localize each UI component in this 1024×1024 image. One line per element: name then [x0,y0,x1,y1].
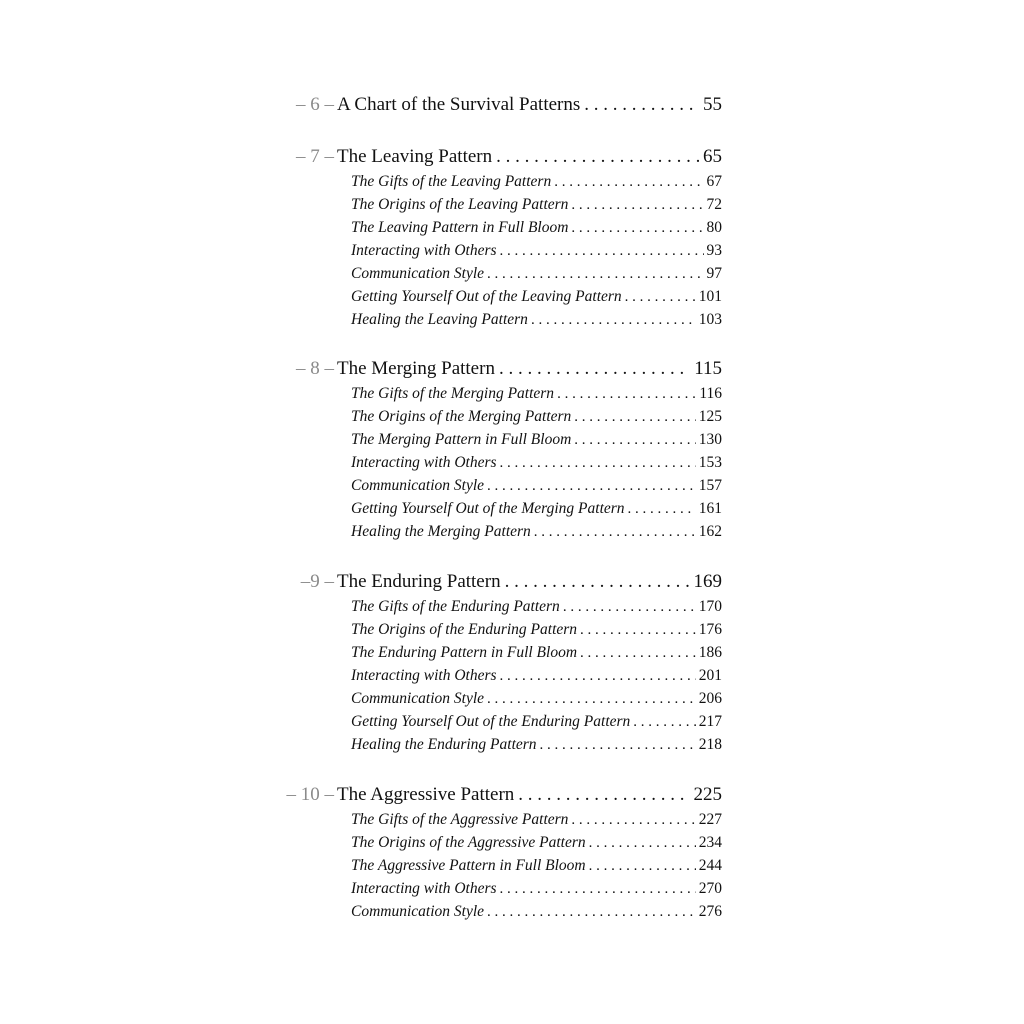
section-row [0,170,1024,193]
section-title: The Origins of the Leaving Pattern [351,196,569,213]
section-entry[interactable] [351,382,722,406]
section-page: 103 [698,311,722,328]
section-title: Communication Style [351,690,485,707]
section-title: Interacting with Others [351,242,497,259]
section-entry[interactable] [351,216,722,240]
section-title: Interacting with Others [351,880,497,897]
section-row [0,687,1024,710]
section-title: Getting Yourself Out of the Leaving Pattern [351,288,622,305]
chapter-entry[interactable] [337,356,722,382]
dot-leader [500,665,696,688]
section-page: 186 [698,644,722,661]
section-row [0,262,1024,285]
dot-leader [589,832,696,855]
dot-leader [487,901,696,924]
section-list [0,382,1024,543]
section-row [0,664,1024,687]
section-title: The Origins of the Merging Pattern [351,408,572,425]
chapter-entry[interactable] [337,782,722,808]
dot-leader [500,452,696,475]
chapter-number: – 8 – [296,358,334,379]
dot-leader [499,356,690,382]
dot-leader [496,144,699,170]
section-title: Getting Yourself Out of the Enduring Pattern [351,713,631,730]
dot-leader [625,286,696,309]
section-page: 206 [698,690,722,707]
section-entry[interactable] [351,474,722,498]
chapter-title: The Aggressive Pattern [337,784,515,805]
section-entry[interactable] [351,428,722,452]
section-row [0,451,1024,474]
section-entry[interactable] [351,831,722,855]
section-entry[interactable] [351,285,722,309]
section-entry[interactable] [351,877,722,901]
dot-leader [557,383,696,406]
section-entry[interactable] [351,193,722,217]
section-row [0,308,1024,331]
dot-leader [563,596,696,619]
chapter-page: 55 [703,94,722,115]
section-title: The Merging Pattern in Full Bloom [351,431,572,448]
section-row [0,239,1024,262]
section-title: Getting Yourself Out of the Merging Pattern [351,500,625,517]
chapter-page: 225 [693,784,722,805]
dot-leader [584,92,699,118]
dot-leader [500,240,704,263]
section-title: The Gifts of the Aggressive Pattern [351,811,569,828]
section-row [0,618,1024,641]
section-entry[interactable] [351,710,722,734]
section-row [0,285,1024,308]
section-page: 67 [706,173,722,190]
section-entry[interactable] [351,595,722,619]
chapter-number: – 6 – [296,94,334,115]
chapter-page: 115 [694,358,722,379]
dot-leader [574,406,695,429]
dot-leader [505,569,690,595]
section-row [0,641,1024,664]
section-title: Interacting with Others [351,454,497,471]
section-title: Interacting with Others [351,667,497,684]
section-list [0,595,1024,756]
section-entry[interactable] [351,900,722,924]
dot-leader [571,217,703,240]
section-row [0,405,1024,428]
section-page: 101 [698,288,722,305]
section-list [0,808,1024,923]
section-entry[interactable] [351,497,722,521]
section-entry[interactable] [351,808,722,832]
section-title: Healing the Leaving Pattern [351,311,528,328]
chapter-page: 65 [703,146,722,167]
section-row [0,216,1024,239]
section-title: Healing the Enduring Pattern [351,736,537,753]
dot-leader [487,475,696,498]
section-title: Communication Style [351,477,485,494]
section-entry[interactable] [351,664,722,688]
section-row [0,808,1024,831]
dot-leader [487,263,703,286]
chapter-entry[interactable] [337,144,722,170]
dot-leader [487,688,696,711]
chapter-row [0,92,1024,118]
chapter-row [0,782,1024,808]
section-page: 153 [698,454,722,471]
chapter-number: – 7 – [296,146,334,167]
section-entry[interactable] [351,170,722,194]
chapter-title: The Enduring Pattern [337,571,501,592]
section-entry[interactable] [351,618,722,642]
dot-leader [500,878,696,901]
dot-leader [580,619,696,642]
dot-leader [589,855,696,878]
section-title: Healing the Merging Pattern [351,523,531,540]
chapter-7 [0,144,1024,331]
section-title: The Leaving Pattern in Full Bloom [351,219,569,236]
section-entry[interactable] [351,687,722,711]
section-page: 201 [698,667,722,684]
section-entry[interactable] [351,405,722,429]
section-page: 234 [698,834,722,851]
section-entry[interactable] [351,520,722,544]
section-page: 97 [706,265,722,282]
section-row [0,382,1024,405]
section-row [0,595,1024,618]
dot-leader [531,309,696,332]
section-page: 227 [698,811,722,828]
section-entry[interactable] [351,641,722,665]
section-page: 93 [706,242,722,259]
chapter-title: A Chart of the Survival Patterns [337,94,581,115]
chapter-10 [0,782,1024,923]
section-row [0,831,1024,854]
section-entry[interactable] [351,733,722,757]
section-title: The Gifts of the Merging Pattern [351,385,555,402]
section-entry[interactable] [351,308,722,332]
section-title: The Gifts of the Leaving Pattern [351,173,552,190]
dot-leader [571,194,703,217]
section-title: The Gifts of the Enduring Pattern [351,598,560,615]
chapter-row [0,144,1024,170]
section-title: Communication Style [351,903,485,920]
chapter-title: The Leaving Pattern [337,146,493,167]
chapter-entry[interactable] [337,92,722,118]
section-row [0,877,1024,900]
section-page: 217 [698,713,722,730]
section-row [0,854,1024,877]
chapter-entry[interactable] [337,569,722,595]
section-row [0,900,1024,923]
section-row [0,710,1024,733]
section-page: 72 [706,196,722,213]
section-page: 116 [699,385,722,402]
dot-leader [534,521,696,544]
section-page: 130 [698,431,722,448]
section-list [0,170,1024,331]
section-page: 161 [698,500,722,517]
dot-leader [580,642,696,665]
section-page: 218 [698,736,722,753]
section-page: 157 [698,477,722,494]
section-row [0,193,1024,216]
dot-leader [633,711,695,734]
section-entry[interactable] [351,239,722,263]
dot-leader [554,171,703,194]
dot-leader [518,782,689,808]
chapter-row [0,569,1024,595]
chapter-page: 169 [693,571,722,592]
section-row [0,497,1024,520]
section-page: 244 [698,857,722,874]
section-page: 80 [706,219,722,236]
section-page: 176 [698,621,722,638]
chapter-9 [0,569,1024,756]
dot-leader [540,734,696,757]
chapter-6 [0,92,1024,118]
section-row [0,428,1024,451]
dot-leader [571,809,695,832]
section-entry[interactable] [351,854,722,878]
chapter-8 [0,356,1024,543]
section-entry[interactable] [351,451,722,475]
chapter-number: –9 – [300,571,334,592]
section-page: 170 [698,598,722,615]
section-page: 276 [698,903,722,920]
section-title: The Enduring Pattern in Full Bloom [351,644,578,661]
dot-leader [628,498,696,521]
section-row [0,474,1024,497]
chapter-number: – 10 – [286,784,334,805]
dot-leader [574,429,695,452]
section-page: 162 [698,523,722,540]
section-title: The Origins of the Enduring Pattern [351,621,578,638]
section-title: Communication Style [351,265,485,282]
section-page: 270 [698,880,722,897]
section-row [0,520,1024,543]
section-entry[interactable] [351,262,722,286]
section-title: The Aggressive Pattern in Full Bloom [351,857,586,874]
section-page: 125 [698,408,722,425]
chapter-row [0,356,1024,382]
chapter-title: The Merging Pattern [337,358,495,379]
section-row [0,733,1024,756]
section-title: The Origins of the Aggressive Pattern [351,834,586,851]
